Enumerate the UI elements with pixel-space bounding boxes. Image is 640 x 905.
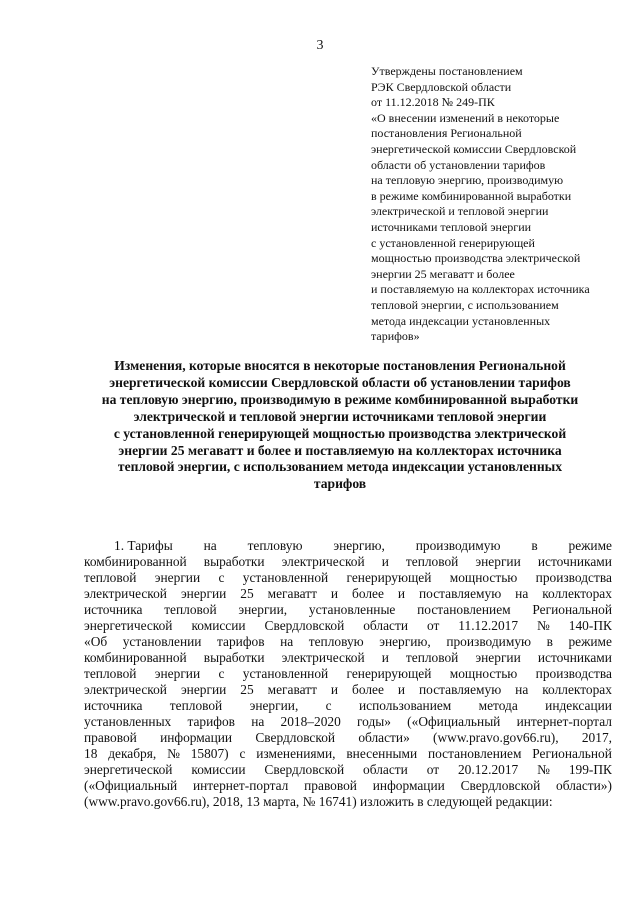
body-word: («Официальный [407, 714, 501, 729]
body-word: с [239, 746, 246, 761]
body-line [84, 666, 612, 682]
body-word: и [330, 682, 339, 697]
body-word: установленной [242, 666, 329, 681]
approval-line: источниками тепловой энергии [371, 219, 532, 234]
body-word: внесенными [346, 746, 418, 761]
body-word: установлении [122, 634, 202, 649]
body-word: области [363, 618, 408, 633]
body-word: «Об [84, 634, 108, 649]
body-word: и [397, 586, 406, 601]
body-word: 25 [240, 682, 254, 697]
body-line [84, 570, 612, 586]
body-word: энергетической [84, 618, 173, 633]
body-word: метода [478, 698, 518, 713]
body-word: интернет-портал [516, 714, 612, 729]
body-word: интернет-портал [192, 778, 289, 793]
body-word: 2018–2020 [280, 714, 341, 729]
body-word: производства [535, 570, 612, 585]
body-word: энергии [180, 586, 227, 601]
approval-line: Утверждены постановлением [371, 64, 523, 78]
body-word: Региональной [532, 746, 612, 761]
body-word: тепловую [247, 538, 303, 553]
body-word: мегаватт [267, 682, 317, 697]
body-word: электрической [84, 586, 167, 601]
body-line [84, 682, 612, 698]
body-word: информации [160, 730, 233, 745]
body-word: от [426, 762, 440, 777]
approval-line: энергетической комиссии Свердловской [371, 141, 577, 156]
body-word: энергии [475, 554, 521, 569]
body-word: от [426, 618, 440, 633]
approval-line: с установленной генерирующей [371, 235, 535, 250]
body-word: и [381, 650, 389, 665]
body-word: производства [535, 666, 612, 681]
body-word: поставляемую [419, 682, 502, 697]
body-word: годы» [356, 714, 391, 729]
body-word: более [352, 682, 384, 697]
body-word: тепловой [169, 698, 223, 713]
body-line [84, 554, 612, 570]
heading-line: с установленной генерирующей мощностью производства электрической [113, 425, 567, 441]
approval-block [371, 64, 633, 345]
body-word: на [203, 538, 217, 553]
body-word: Свердловской [255, 730, 336, 745]
body-line [84, 730, 612, 746]
body-line [84, 618, 612, 634]
body-word: на [515, 682, 529, 697]
body-word: энергии, [238, 602, 288, 617]
body-word: № [537, 762, 550, 777]
body-word: энергии [180, 682, 227, 697]
body-word: мегаватт [267, 586, 317, 601]
body-word: на [280, 634, 294, 649]
body-word: информации [372, 778, 445, 793]
body-word: области») [556, 778, 612, 793]
body-word: на [515, 586, 529, 601]
body-word: Свердловской [460, 778, 541, 793]
body-word: энергию, [333, 538, 385, 553]
body-word: тарифов [217, 634, 265, 649]
body-word: тарифов [187, 714, 235, 729]
body-word: постановлением [427, 746, 522, 761]
body-line [84, 698, 612, 714]
approval-line: области об установлении тарифов [371, 157, 546, 172]
body-word: источниками [537, 650, 612, 665]
body-line [84, 586, 612, 602]
body-word: энергии [475, 650, 521, 665]
body-word: режиме [568, 634, 612, 649]
body-word: Свердловской [264, 762, 345, 777]
body-line [84, 778, 612, 794]
heading-line: электрической и тепловой энергии источниками тепловой энергии [133, 408, 547, 424]
body-word: Свердловской [264, 618, 345, 633]
heading-line: энергии 25 мегаватт и более и поставляемую на коллекторах источника [118, 442, 562, 458]
body-word: декабря, [108, 746, 157, 761]
approval-line: тарифов» [371, 329, 420, 344]
approval-line: постановления Региональной [371, 126, 522, 141]
page-number: 3 [316, 38, 324, 53]
body-word: источника [84, 602, 143, 617]
approval-line: на тепловую энергию, производимую [371, 173, 564, 188]
body-word: энергии [154, 666, 201, 681]
body-word: тепловой [405, 554, 459, 569]
body-word: выработки [203, 650, 265, 665]
body-word: тепловую [308, 634, 364, 649]
body-word: с [325, 698, 332, 713]
body-word: энергии, [249, 698, 299, 713]
approval-line: «О внесении изменений в некоторые [371, 110, 560, 125]
body-line [84, 714, 612, 730]
body-word: электрической [281, 554, 365, 569]
approval-line: и поставляемую на коллекторах источника [371, 282, 590, 297]
body-word: правовой [304, 778, 357, 793]
body-paragraph [84, 538, 612, 810]
body-word: комбинированной [84, 650, 187, 665]
body-word: (www.pravo.gov66.ru), [433, 730, 559, 745]
approval-line: тепловой энергии, с использованием [371, 297, 559, 312]
body-word: индексации [545, 698, 612, 713]
body-word: 18 [84, 746, 98, 761]
approval-line: энергии 25 мегаватт и более [371, 266, 515, 281]
body-word: генерирующей [346, 570, 432, 585]
body-word: энергию, [379, 634, 431, 649]
document-heading [80, 358, 600, 493]
body-word: комбинированной [84, 554, 187, 569]
body-word: в [531, 538, 538, 553]
approval-line: от 11.12.2018 № 249-ПК [371, 95, 495, 110]
approval-line: электрической и тепловой энергии [371, 204, 549, 219]
approval-line: метода индексации установленных [371, 313, 551, 328]
body-word: на [251, 714, 265, 729]
body-word: 199-ПК [568, 762, 612, 777]
body-word: с [218, 666, 225, 681]
body-word: мощностью [449, 570, 518, 585]
body-line [84, 538, 612, 554]
body-word: 20.12.2017 [457, 762, 519, 777]
approval-line: в режиме комбинированной выработки [371, 188, 572, 203]
heading-line: тарифов [313, 476, 367, 492]
body-word: источника [84, 698, 143, 713]
body-word: («Официальный [84, 778, 178, 793]
heading-line: энергетической комиссии Свердловской области об установлении тарифов [109, 374, 571, 390]
body-word: правовой [84, 730, 137, 745]
body-word: комиссии [191, 762, 246, 777]
heading-line: тепловой энергии, с использованием метода индексации установленных [117, 459, 563, 475]
body-word: энергии [154, 570, 201, 585]
body-word: тепловой [405, 650, 459, 665]
body-word: производимую [415, 538, 501, 553]
body-word: выработки [203, 554, 265, 569]
body-word: комиссии [191, 618, 246, 633]
body-line [84, 602, 612, 618]
body-word: установленных [84, 714, 172, 729]
approval-line: мощностью производства электрической [371, 251, 581, 266]
body-word: 11.12.2017 [458, 618, 519, 633]
body-word: и [330, 586, 339, 601]
body-word: Региональной [532, 602, 612, 617]
body-word: электрической [281, 650, 365, 665]
heading-line: на тепловую энергию, производимую в режиме комбинированной выработки [101, 391, 579, 407]
body-word: изменениями, [256, 746, 336, 761]
body-word: тепловой [84, 666, 137, 681]
body-line [84, 746, 612, 762]
body-word: более [352, 586, 384, 601]
body-word: 2017, [581, 730, 612, 745]
body-word: использованием [358, 698, 452, 713]
body-word: коллекторах [542, 682, 612, 697]
body-line [84, 634, 612, 650]
body-line [84, 794, 612, 810]
body-word: области [363, 762, 408, 777]
heading-line: Изменения, которые вносятся в некоторые постановления Региональной [114, 358, 566, 373]
body-word: источниками [537, 554, 612, 569]
body-word: области» [358, 730, 410, 745]
body-word: режиме [568, 538, 612, 553]
body-word: № [167, 746, 180, 761]
body-word: 25 [240, 586, 254, 601]
body-word: коллекторах [542, 586, 612, 601]
body-word: установленной [242, 570, 329, 585]
body-word: электрической [84, 682, 167, 697]
body-word: 140-ПК [568, 618, 612, 633]
body-word: установленные [308, 602, 396, 617]
body-line [84, 650, 612, 666]
body-word: и [381, 554, 389, 569]
body-word: энергетической [84, 762, 173, 777]
body-word: генерирующей [346, 666, 432, 681]
body-word: и [397, 682, 406, 697]
body-word: № [537, 618, 550, 633]
body-word: тепловой [164, 602, 217, 617]
body-word: постановлением [417, 602, 511, 617]
body-word: поставляемую [419, 586, 502, 601]
body-word: (www.pravo.gov66.ru), 2018, 13 марта, № 16741) изложить в следующей редакции: [84, 794, 553, 809]
body-word: тепловой [84, 570, 137, 585]
body-line [84, 762, 612, 778]
body-word: 15807) [190, 746, 229, 761]
approval-line: РЭК Свердловской области [371, 79, 512, 94]
body-word: в [546, 634, 553, 649]
body-word: мощностью [449, 666, 518, 681]
body-word: 1. Тарифы [114, 538, 173, 553]
body-word: производимую [446, 634, 532, 649]
body-word: с [218, 570, 225, 585]
